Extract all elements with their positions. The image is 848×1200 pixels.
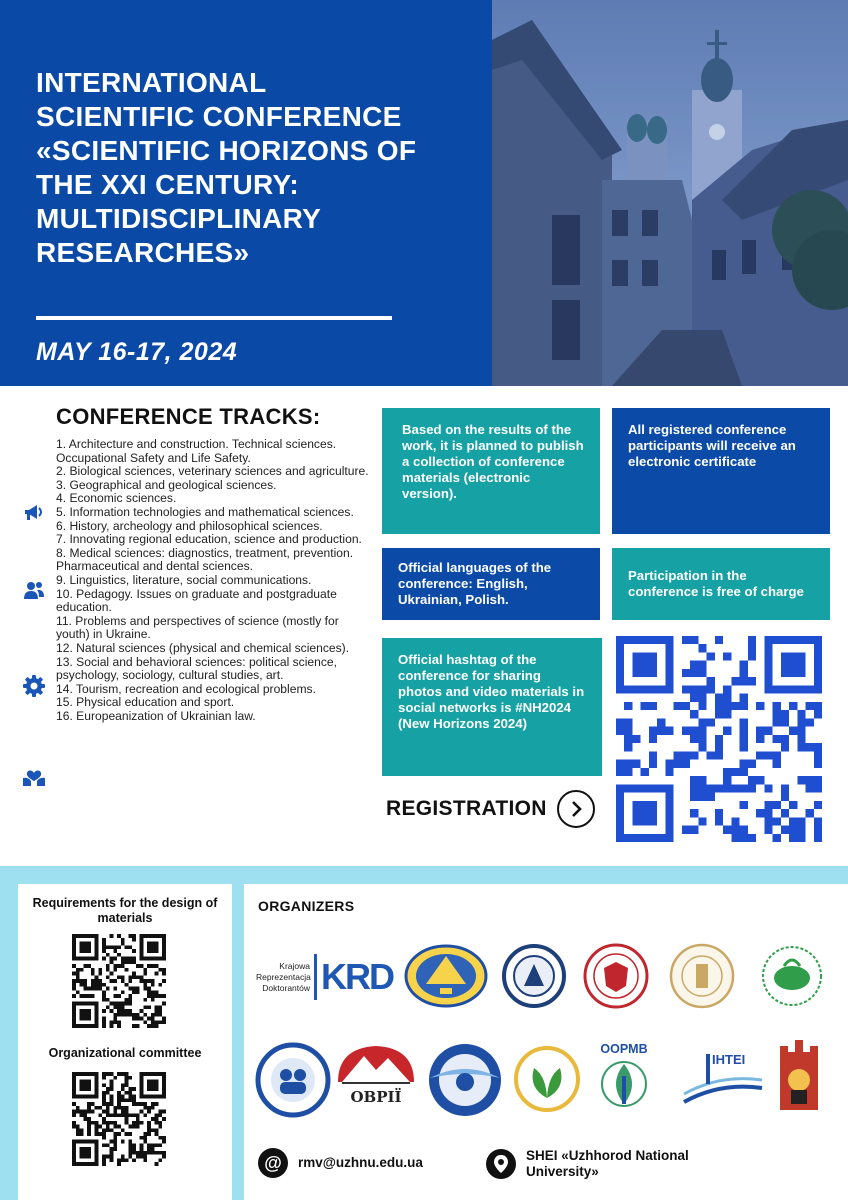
free-participation-info [612, 548, 830, 620]
registration-link[interactable] [386, 790, 595, 828]
at-sign-icon: @ [258, 1148, 288, 1178]
obrii-text: ОВРІЇ [350, 1088, 402, 1106]
languages-text: Official languages of the conference: English, Ukrainian, Polish. [398, 560, 552, 607]
people-icon [22, 578, 46, 602]
title-line: SCIENTIFIC CONFERENCE [36, 101, 402, 132]
registration-label: REGISTRATION [386, 797, 547, 820]
krd-text: Reprezentacja [256, 971, 311, 982]
location-pin-icon [486, 1149, 516, 1179]
arrow-right-icon[interactable] [557, 790, 595, 828]
megaphone-icon [22, 500, 46, 524]
track-item: 5. Information technologies and mathematical sciences. [56, 504, 354, 519]
krd-logo [256, 946, 394, 1008]
academy-seal-logo [498, 944, 570, 1008]
track-item: 6. History, archeology and philosophical sciences. [56, 518, 323, 533]
email-text[interactable]: rmv@uzhnu.edu.ua [298, 1155, 423, 1170]
track-item: 7. Innovating regional education, science and production. [56, 532, 362, 547]
track-item: 16. Europeanization of Ukrainian law. [56, 708, 256, 723]
hashtag-info [382, 638, 602, 776]
track-item: 12. Natural sciences (physical and chemical sciences). [56, 640, 350, 655]
title-line: INTERNATIONAL [36, 67, 267, 98]
ihtei-logo [680, 1048, 766, 1110]
green-circle-logo [754, 944, 830, 1008]
krd-mark: KRD [321, 956, 393, 997]
location-text: SHEI «Uzhhorod National University» [526, 1148, 689, 1179]
title-divider [36, 316, 392, 320]
title-line: «SCIENTIFIC HORIZONS OF [36, 135, 417, 166]
track-item: 11. Problems and perspectives of science (mostly for youth) in Ukraine. [56, 613, 339, 642]
oopmb-text: OOPMB [600, 1042, 648, 1056]
public-health-seal-logo [666, 942, 738, 1010]
requirements-qr-code[interactable] [72, 934, 166, 1028]
header [0, 0, 848, 386]
city-photo [492, 0, 848, 386]
university-emblem-logo [404, 944, 488, 1008]
requirements-label: Requirements for the design of materials [32, 896, 218, 925]
track-item: 9. Linguistics, literature, social communications. [56, 572, 312, 587]
email-contact[interactable] [258, 1148, 423, 1178]
committee-label: Organizational committee [48, 1046, 202, 1060]
collection-info [382, 408, 600, 534]
organizers-heading: ORGANIZERS [258, 898, 355, 914]
languages-info [382, 548, 600, 620]
location-contact [486, 1148, 726, 1180]
collection-text: Based on the results of the work, it is planned to publish a collection of conference materials (electronic version). [402, 422, 584, 501]
track-item: 10. Pedagogy. Issues on graduate and postgraduate education. [56, 586, 337, 615]
gear-icon [22, 674, 46, 698]
agrarian-university-logo [514, 1042, 580, 1116]
national-university-logo [424, 1040, 506, 1120]
track-item: 3. Geographical and geological sciences. [56, 477, 277, 492]
certificate-text: All registered conference participants will receive an electronic certificate [628, 422, 796, 469]
city-crest-logo [776, 1040, 822, 1114]
track-item: 15. Physical education and sport. [56, 695, 235, 710]
free-participation-text: Participation in the conference is free of charge [628, 568, 804, 599]
obrii-logo [336, 1042, 416, 1118]
oopmb-logo [588, 1042, 660, 1114]
bialystok-seal-logo [582, 942, 650, 1010]
title-line: MULTIDISCIPLINARY [36, 203, 322, 234]
track-item: 8. Medical sciences: diagnostics, treatment, prevention. Pharmaceutical and dental sciences. [56, 545, 354, 574]
track-item: 2. Biological sciences, veterinary sciences and agriculture. [56, 464, 369, 479]
tracks-heading: CONFERENCE TRACKS: [56, 404, 321, 429]
krd-text: Krajowa [279, 960, 310, 971]
committee-qr-code[interactable] [72, 1072, 166, 1166]
conference-title [36, 66, 476, 270]
tracks-list [56, 438, 374, 723]
title-line: THE XXI CENTURY: [36, 169, 300, 200]
track-item: 14. Tourism, recreation and ecological problems. [56, 681, 316, 696]
track-item: 13. Social and behavioral sciences: political science, psychology, sociology, cultural studies, art. [56, 654, 338, 683]
association-seal-logo [252, 1042, 334, 1118]
conference-date: MAY 16-17, 2024 [36, 338, 238, 366]
track-item: 4. Economic sciences. [56, 491, 177, 506]
title-line: RESEARCHES» [36, 237, 250, 268]
krd-text: Doktorantów [262, 982, 310, 993]
hashtag-text: Official hashtag of the conference for sharing photos and video materials in social networks is #NH2024 (New Horizons 2024) [398, 652, 585, 731]
track-item: 1. Architecture and construction. Technical sciences. Occupational Safety and Life Safety. [56, 437, 337, 465]
heart-hands-icon [22, 764, 46, 788]
registration-qr-code[interactable] [616, 636, 822, 842]
ihtei-text: IHTEI [712, 1052, 746, 1067]
certificate-info [612, 408, 830, 534]
